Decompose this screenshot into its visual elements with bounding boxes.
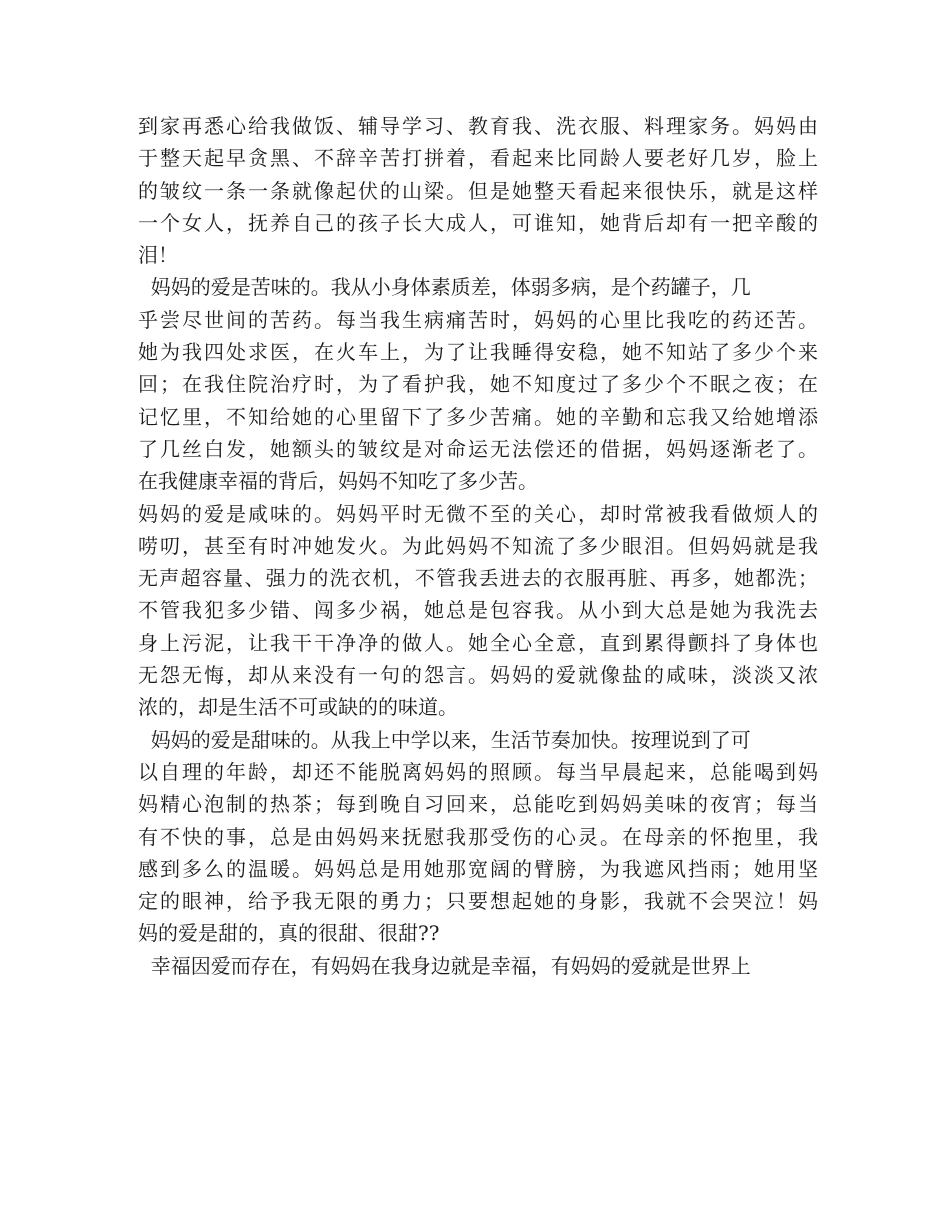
text-line: 于整天起早贪黑、不辞辛苦打拼着，看起来比同龄人要老好几岁，脸上 [138,146,818,171]
text-line: 妈妈的爱是咸味的。妈妈平时无微不至的关心，却时常被我看做烦人的 [138,501,818,526]
text-line: 妈妈的爱是苦味的。我从小身体素质差，体弱多病，是个药罐子，几 [138,275,751,300]
text-line: 感到多么的温暖。妈妈总是用她那宽阔的臂膀，为我遮风挡雨；她用坚 [138,856,818,881]
text-line: 到家再悉心给我做饭、辅导学习、教育我、洗衣服、料理家务。妈妈由 [138,114,818,138]
text-line: 无怨无悔，却从来没有一句的怨言。妈妈的爱就像盐的咸味，淡淡又浓 [138,663,818,688]
text-line: 妈精心泡制的热茶；每到晚自习回来，总能吃到妈妈美味的夜宵；每当 [138,792,818,817]
text-line: 幸福因爱而存在，有妈妈在我身边就是幸福，有妈妈的爱就是世界上 [138,953,751,978]
text-line: 了几丝白发，她额头的皱纹是对命运无法偿还的借据，妈妈逐渐老了。 [138,436,818,461]
text-line: 定的眼神，给予我无限的勇力；只要想起她的身影，我就不会哭泣！妈 [138,889,818,914]
text-line: 妈的爱是甜的，真的很甜、很甜?? [138,921,440,946]
text-line: 浓的，却是生活不可或缺的的味道。 [138,695,458,720]
text-line: 泪！ [138,243,178,268]
text-line: 无声超容量、强力的洗衣机，不管我丢进去的衣服再脏、再多，她都洗； [138,566,818,591]
text-line: 的皱纹一条一条就像起伏的山梁。但是她整天看起来很快乐，就是这样 [138,178,818,203]
text-line: 回；在我住院治疗时，为了看护我，她不知度过了多少个不眠之夜；在 [138,372,818,397]
text-line: 在我健康幸福的背后，妈妈不知吃了多少苦。 [138,469,538,494]
text-line: 不管我犯多少错、闯多少祸，她总是包容我。从小到大总是她为我洗去 [138,598,818,623]
text-line: 唠叨，甚至有时冲她发火。为此妈妈不知流了多少眼泪。但妈妈就是我 [138,533,818,558]
text-line: 一个女人，抚养自己的孩子长大成人，可谁知，她背后却有一把辛酸的 [138,210,818,235]
body-text [138,110,818,982]
text-line: 她为我四处求医，在火车上，为了让我睡得安稳，她不知站了多少个来 [138,340,818,365]
text-line: 身上污泥，让我干干净净的做人。她全心全意，直到累得颤抖了身体也 [138,630,818,655]
text-line: 乎尝尽世间的苦药。每当我生病痛苦时，妈妈的心里比我吃的药还苦。 [138,307,818,332]
text-line: 以自理的年龄，却还不能脱离妈妈的照顾。每当早晨起来，总能喝到妈 [138,759,818,784]
text-line: 妈妈的爱是甜味的。从我上中学以来，生活节奏加快。按理说到了可 [138,727,751,752]
text-line: 有不快的事，总是由妈妈来抚慰我那受伤的心灵。在母亲的怀抱里，我 [138,824,818,849]
text-line: 记忆里，不知给她的心里留下了多少苦痛。她的辛勤和忘我又给她增添 [138,404,818,429]
